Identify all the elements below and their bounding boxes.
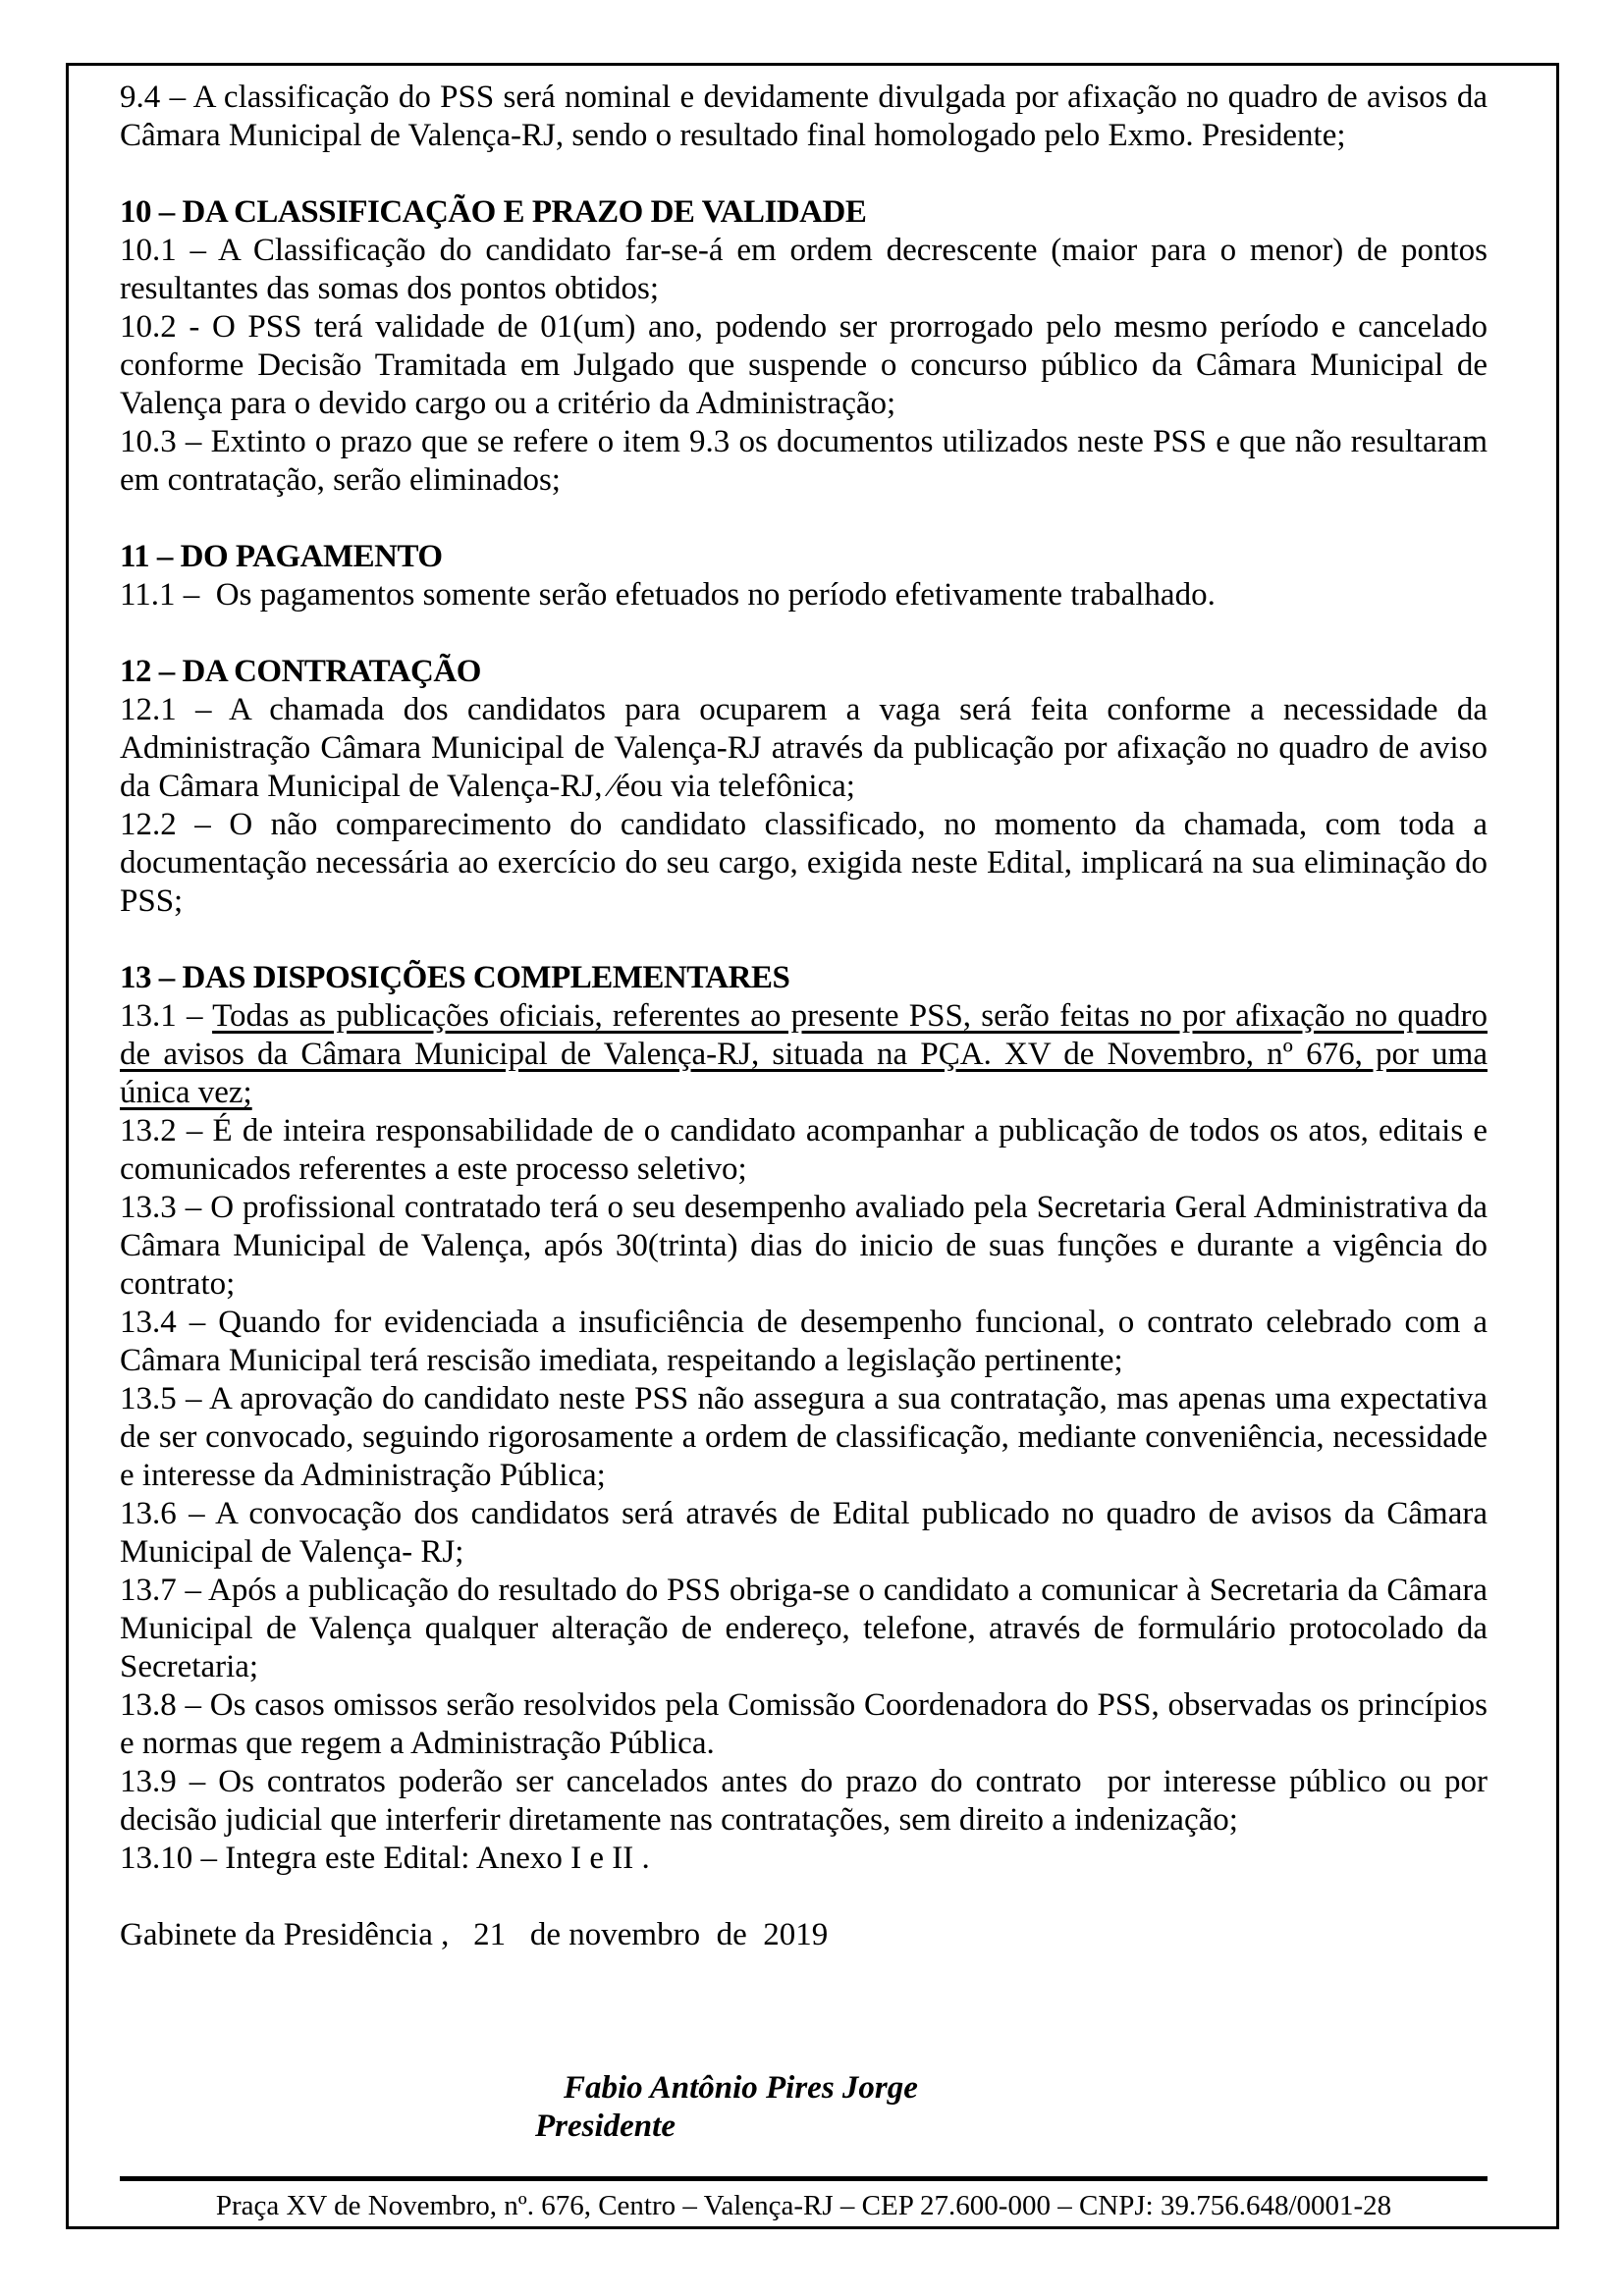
clause-13-8: 13.8 – Os casos omissos serão resolvidos pela Comissão Coordenadora do PSS, observadas os princípios e normas que regem a Administração Pública.: [120, 1687, 1488, 1761]
clause-12-2: 12.2 – O não comparecimento do candidato classificado, no momento da chamada, com toda a documentação necessária ao exercício do seu cargo, exigida neste Edital, implicará na sua eliminação do PSS;: [120, 807, 1488, 919]
clause-10-3: 10.3 – Extinto o prazo que se refere o item 9.3 os documentos utilizados neste PSS e que não resultaram em contratação, serão eliminados;: [120, 424, 1488, 498]
clause-13-1-number: 13.1 –: [120, 998, 213, 1034]
signature-title: Presidente: [535, 2109, 676, 2144]
clause-13-7: 13.7 – Após a publicação do resultado do PSS obriga-se o candidato a comunicar à Secretaria da Câmara Municipal de Valença qualquer alteração de endereço, telefone, através de formulário protocolado da Secretaria;: [120, 1573, 1488, 1684]
clause-13-9: 13.9 – Os contratos poderão ser cancelados antes do prazo do contrato por interesse público ou por decisão judicial que interferir diretamente nas contratações, sem direito a indenização;: [120, 1764, 1488, 1838]
clause-13-5: 13.5 – A aprovação do candidato neste PSS não assegura a sua contratação, mas apenas uma expectativa de ser convocado, seguindo rigorosamente a ordem de classificação, mediante conveniência, necessidade e interesse da Administração Pública;: [120, 1381, 1488, 1493]
footer-address: Praça XV de Novembro, nº. 676, Centro – Valença-RJ – CEP 27.600-000 – CNPJ: 39.756.648/0001-28: [215, 2190, 1392, 2221]
document-page-border: [66, 63, 1559, 2229]
clause-13-3: 13.3 – O profissional contratado terá o seu desempenho avaliado pela Secretaria Geral Administrativa da Câmara Municipal de Valença, após 30(trinta) dias do inicio de suas funções e durante a vigência do contrato;: [120, 1190, 1488, 1302]
clause-10-2: 10.2 - O PSS terá validade de 01(um) ano, podendo ser prorrogado pelo mesmo período e cancelado conforme Decisão Tramitada em Julgado que suspende o concurso público da Câmara Municipal de Valença para o devido cargo ou a critério da Administração;: [120, 309, 1488, 421]
footer-rule: [120, 2176, 1488, 2181]
section-heading-13: 13 – DAS DISPOSIÇÕES COMPLEMENTARES: [120, 960, 790, 995]
clause-12-1: 12.1 – A chamada dos candidatos para ocuparem a vaga será feita conforme a necessidade da Administração Câmara Municipal de Valença-RJ através da publicação por afixação no quadro de aviso da Câmara Municipal de Valença-RJ, ⁄éou via telefônica;: [120, 692, 1488, 804]
clause-10-1: 10.1 – A Classificação do candidato far-se-á em ordem decrescente (maior para o menor) de pontos resultantes das somas dos pontos obtidos;: [120, 233, 1488, 306]
document-body: [69, 66, 1556, 2146]
clause-9-4: 9.4 – A classificação do PSS será nominal e devidamente divulgada por afixação no quadro de avisos da Câmara Municipal de Valença-RJ, sendo o resultado final homologado pelo Exmo. Presidente;: [120, 80, 1488, 153]
section-heading-10: 10 – DA CLASSIFICAÇÃO E PRAZO DE VALIDADE: [120, 194, 867, 230]
clause-13-10: 13.10 – Integra este Edital: Anexo I e II .: [120, 1841, 650, 1876]
clause-13-1: [120, 997, 1488, 1112]
clause-13-6: 13.6 – A convocação dos candidatos será através de Edital publicado no quadro de avisos da Câmara Municipal de Valença- RJ;: [120, 1496, 1488, 1570]
clause-13-1-underlined-text: Todas as publicações oficiais, referentes ao presente PSS, serão feitas no por afixação no quadro de avisos da Câmara Municipal de Valença-RJ, situada na PÇA. XV de Novembro, nº 676, por uma única vez;: [120, 998, 1488, 1110]
signature-name: Fabio Antônio Pires Jorge: [564, 2070, 918, 2106]
date-line: Gabinete da Presidência , 21 de novembro de 2019: [120, 1917, 829, 1952]
section-heading-11: 11 – DO PAGAMENTO: [120, 539, 443, 574]
page-footer: [120, 2176, 1488, 2222]
section-heading-12: 12 – DA CONTRATAÇÃO: [120, 654, 481, 689]
clause-13-2: 13.2 – É de inteira responsabilidade de o candidato acompanhar a publicação de todos os atos, editais e comunicados referentes a este processo seletivo;: [120, 1113, 1488, 1187]
clause-13-4: 13.4 – Quando for evidenciada a insuficiência de desempenho funcional, o contrato celebrado com a Câmara Municipal terá rescisão imediata, respeitando a legislação pertinente;: [120, 1305, 1488, 1378]
clause-11-1: 11.1 – Os pagamentos somente serão efetuados no período efetivamente trabalhado.: [120, 577, 1216, 613]
